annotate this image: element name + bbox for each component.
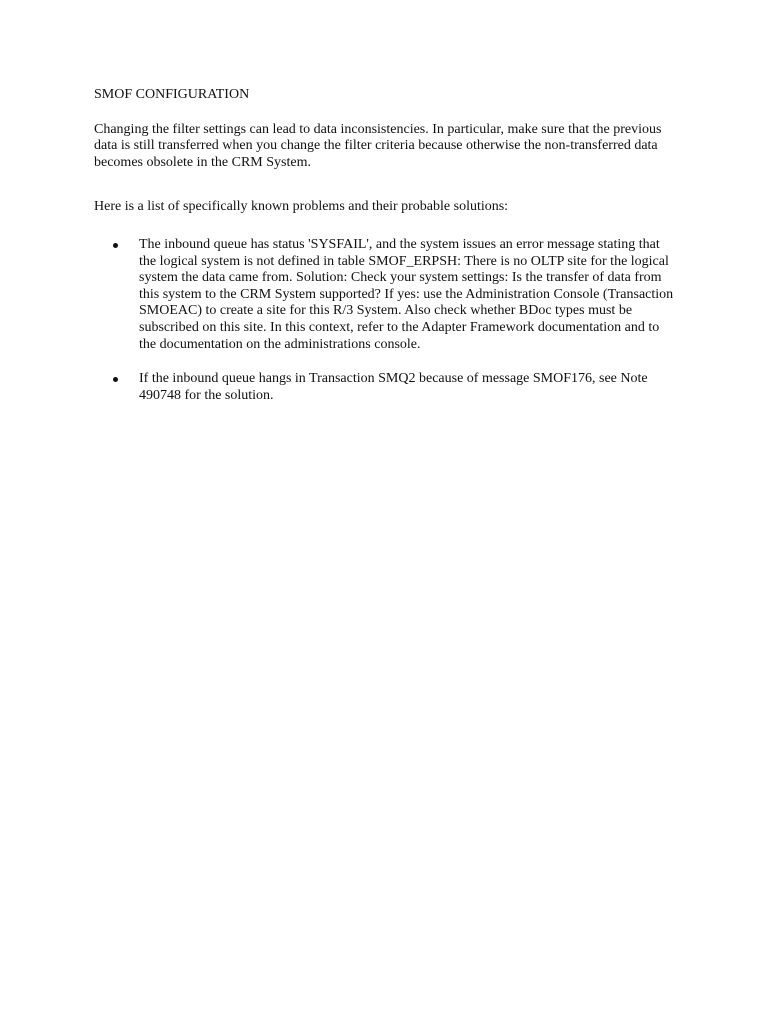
bullet-icon (113, 377, 118, 382)
list-item-text: If the inbound queue hangs in Transaction SMQ2 because of message SMOF176, see Note 490748 for the solution. (139, 371, 648, 403)
list-item (94, 237, 675, 353)
intro-paragraph: Changing the filter settings can lead to data inconsistencies. In particular, make sure that the previous data is still transferred when you change the filter criteria because otherwise the non-transferred data becomes obsolete in the CRM System. (94, 121, 662, 170)
list-item (94, 371, 675, 404)
bullet-icon (113, 243, 118, 248)
document-title: SMOF CONFIGURATION (94, 87, 250, 102)
list-item-text: The inbound queue has status 'SYSFAIL', and the system issues an error message stating that the logical system is not defined in table SMOF_ERPSH: There is no OLTP site for the logical system the data came from. Solution: Check your system settings: Is the transfer of data from this system to the CRM System supported? If yes: use the Administration Console (Transaction SMOEAC) to create a site for this R/3 System. Also check whether BDoc types must be subscribed on this site. In this context, refer to the Adapter Framework documentation and to the documentation on the administrations console. (139, 236, 674, 352)
problem-list (94, 237, 684, 404)
list-intro-paragraph: Here is a list of specifically known problems and their probable solutions: (94, 199, 509, 215)
document-page (94, 87, 684, 422)
